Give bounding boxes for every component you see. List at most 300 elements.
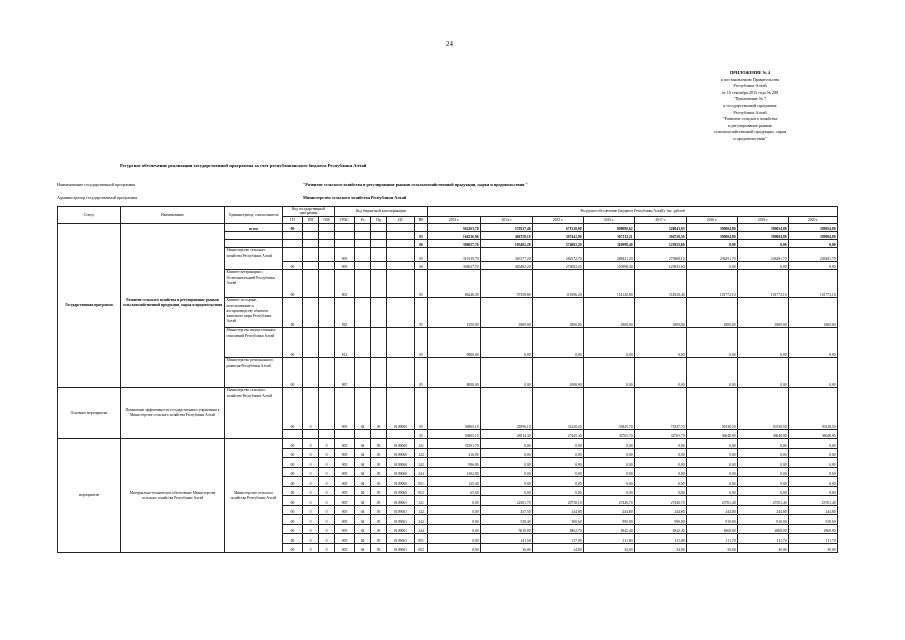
header-budget-code: Код бюджетной классификации bbox=[335, 207, 428, 217]
value-cell: 0,00 bbox=[584, 486, 635, 496]
code-cell: 905 bbox=[335, 515, 355, 525]
value-cell: 0,00 bbox=[789, 458, 838, 468]
value-cell: 0,00 bbox=[481, 439, 533, 449]
value-cell: 9000,00 bbox=[428, 328, 481, 358]
code-cell: 00 bbox=[283, 448, 303, 458]
code-cell: 0 bbox=[303, 505, 319, 515]
code-cell bbox=[319, 248, 335, 262]
code-cell bbox=[319, 232, 335, 240]
header-year: 2013 г. bbox=[428, 216, 481, 224]
value-cell: 910,00 bbox=[789, 515, 838, 525]
value-cell: 466758,10 bbox=[481, 232, 533, 240]
code-cell: 905 bbox=[335, 448, 355, 458]
header-cs: ЦС bbox=[387, 216, 415, 224]
header-pr: Пр bbox=[371, 216, 387, 224]
code-cell: 04 bbox=[355, 524, 371, 534]
value-cell: 1000,00 bbox=[533, 358, 584, 388]
value-cell: 50138,50 bbox=[738, 388, 789, 430]
value-cell: 399084,80 bbox=[738, 232, 789, 240]
code-cell: 905 bbox=[335, 248, 355, 262]
value-cell: 244,80 bbox=[584, 505, 635, 515]
code-cell: 04 bbox=[355, 515, 371, 525]
code-cell bbox=[355, 232, 371, 240]
status-cell: Основное мероприятие bbox=[58, 388, 121, 439]
value-cell: 363177,20 bbox=[481, 248, 533, 262]
value-cell: 910,00 bbox=[687, 515, 738, 525]
code-cell bbox=[371, 328, 387, 358]
code-cell: 0109060 bbox=[387, 467, 415, 477]
code-cell: 00 bbox=[283, 524, 303, 534]
value-cell: 110998,40 bbox=[584, 240, 635, 248]
code-cell bbox=[319, 262, 335, 270]
code-cell: 905 bbox=[335, 524, 355, 534]
code-cell: 825 bbox=[335, 298, 355, 328]
appendix-line: "Развитие сельского хозяйства bbox=[722, 116, 778, 122]
code-cell bbox=[371, 270, 387, 298]
value-cell: 0,00 bbox=[687, 477, 738, 487]
value-cell: 111,70 bbox=[738, 534, 789, 544]
header-om: ОМ bbox=[319, 216, 335, 224]
code-cell: 04 bbox=[355, 505, 371, 515]
value-cell: 30,00 bbox=[687, 543, 738, 553]
value-cell: 50138,50 bbox=[789, 388, 838, 430]
code-cell: 242 bbox=[415, 458, 428, 468]
code-cell: 121 bbox=[415, 496, 428, 506]
status-cell: мероприятие bbox=[58, 439, 121, 553]
header-year: 2017 г. bbox=[635, 216, 687, 224]
value-cell: 216,90 bbox=[428, 448, 481, 458]
appendix-line: Республики Алтай bbox=[733, 109, 767, 115]
value-cell: 4968,00 bbox=[789, 524, 838, 534]
value-cell: 27445,30 bbox=[533, 430, 584, 439]
value-cell: 0,00 bbox=[533, 439, 584, 449]
code-cell: 05 bbox=[371, 439, 387, 449]
value-cell: 56965,10 bbox=[428, 388, 481, 430]
code-cell: 0 bbox=[319, 458, 335, 468]
header-program-code: Код государственной программы bbox=[283, 207, 335, 217]
resource-table bbox=[57, 206, 838, 553]
value-cell: 28596,10 bbox=[481, 388, 533, 430]
code-cell: 851 bbox=[415, 534, 428, 544]
code-cell: 04 bbox=[355, 543, 371, 553]
value-cell: 990,00 bbox=[635, 515, 687, 525]
code-cell: 801 bbox=[335, 270, 355, 298]
code-cell: 04 bbox=[355, 388, 371, 430]
code-cell: 00 bbox=[283, 388, 303, 430]
value-cell: 0,00 bbox=[687, 262, 738, 270]
value-cell: 236281,70 bbox=[789, 248, 838, 262]
appendix-line: и продовольствия" bbox=[733, 135, 767, 141]
value-cell: 394728,50 bbox=[635, 232, 687, 240]
value-cell: 4968,00 bbox=[687, 524, 738, 534]
admin-cell: Министерство сельского хозяйства Республики Алтай bbox=[225, 388, 283, 439]
value-cell: 30,00 bbox=[738, 543, 789, 553]
value-cell: 0,00 bbox=[687, 328, 738, 358]
value-cell: 1800,00 bbox=[687, 298, 738, 328]
value-cell: 50138,50 bbox=[687, 388, 738, 430]
value-cell: 0,00 bbox=[428, 543, 481, 553]
code-cell: 0 bbox=[303, 448, 319, 458]
value-cell: 399054,80 bbox=[789, 224, 838, 232]
appendix-line: ПРИЛОЖЕНИЕ № 4 bbox=[730, 70, 770, 75]
value-cell: 275808,10 bbox=[635, 248, 687, 262]
appendix-line: Республики Алтай bbox=[733, 83, 767, 89]
code-cell bbox=[303, 262, 319, 270]
code-cell: 0 bbox=[319, 448, 335, 458]
status-cell: Государственная программа bbox=[58, 224, 121, 388]
value-cell: 0,00 bbox=[533, 486, 584, 496]
code-cell bbox=[371, 358, 387, 388]
code-cell bbox=[335, 224, 355, 232]
value-cell: 0,00 bbox=[687, 448, 738, 458]
code-cell: 0 bbox=[319, 543, 335, 553]
value-cell: 125,40 bbox=[428, 477, 481, 487]
code-cell: 00 bbox=[283, 534, 303, 544]
code-cell: 00 bbox=[283, 270, 303, 298]
value-cell: 27446,70 bbox=[584, 496, 635, 506]
code-cell: 05 bbox=[371, 543, 387, 553]
value-cell: 0,00 bbox=[687, 439, 738, 449]
code-cell bbox=[371, 232, 387, 240]
code-cell: 905 bbox=[335, 505, 355, 515]
code-cell: 05 bbox=[371, 448, 387, 458]
code-cell: 121 bbox=[415, 439, 428, 449]
value-cell: 4102,80 bbox=[428, 467, 481, 477]
name-cell: Развитие сельского хозяйства и регулирование рынков сельскохозяйственной продукции, сырья и продовольствия " bbox=[121, 224, 225, 388]
program-label: Наименование государственной программы bbox=[57, 182, 136, 187]
appendix-line: сельскохозяйственной продукции, сырья bbox=[713, 129, 787, 135]
appendix-line: от 10 сентября 2015 года № 288 bbox=[721, 89, 779, 95]
code-cell bbox=[371, 430, 387, 439]
value-cell: 910,00 bbox=[738, 515, 789, 525]
value-cell: 300,60 bbox=[533, 515, 584, 525]
code-cell: 905 bbox=[335, 496, 355, 506]
value-cell: 274082,20 bbox=[533, 262, 584, 270]
value-cell: 399084,80 bbox=[687, 224, 738, 232]
header-resources: Ресурсное обеспечение (бюджета Республики Алтай), тыс. рублей bbox=[428, 207, 838, 217]
header-name: Наименование bbox=[121, 207, 225, 224]
code-cell: 00 bbox=[283, 358, 303, 388]
value-cell: 0,00 bbox=[738, 486, 789, 496]
code-cell: 905 bbox=[335, 477, 355, 487]
value-cell: 0,00 bbox=[533, 328, 584, 358]
value-cell: 403482,20 bbox=[481, 262, 533, 270]
code-cell bbox=[371, 248, 387, 262]
value-cell: 0,00 bbox=[789, 448, 838, 458]
appendix-line: и регулирование рынков bbox=[728, 122, 772, 128]
code-cell bbox=[387, 358, 415, 388]
value-cell: 8000,00 bbox=[428, 358, 481, 388]
code-cell: 905 bbox=[335, 534, 355, 544]
code-cell: 851 bbox=[415, 477, 428, 487]
value-cell: 0,00 bbox=[584, 439, 635, 449]
value-cell: 28514,30 bbox=[481, 430, 533, 439]
page-number: 24 bbox=[446, 40, 453, 48]
code-cell: 0 bbox=[303, 543, 319, 553]
code-cell: 04 bbox=[355, 486, 371, 496]
code-cell bbox=[355, 270, 371, 298]
code-cell: 00 bbox=[283, 486, 303, 496]
code-cell: 00 bbox=[283, 298, 303, 328]
value-cell: 0,00 bbox=[481, 477, 533, 487]
value-cell: 23761,40 bbox=[789, 496, 838, 506]
value-cell: 0,00 bbox=[789, 358, 838, 388]
value-cell: 0,00 bbox=[635, 439, 687, 449]
value-cell: 0,00 bbox=[584, 358, 635, 388]
code-cell: 04 bbox=[355, 496, 371, 506]
code-cell bbox=[303, 270, 319, 298]
code-cell bbox=[387, 328, 415, 358]
vsego-label: всего bbox=[225, 224, 283, 232]
program-value: "Развитие сельского хозяйства и регулирование рынков сельскохозяйственной продукции, сырья и продовольствия " bbox=[303, 182, 528, 187]
code-cell: 0 bbox=[303, 496, 319, 506]
code-cell: 04 bbox=[355, 458, 371, 468]
code-cell: 905 bbox=[335, 543, 355, 553]
header-pp: ПП bbox=[303, 216, 319, 224]
value-cell: 23761,40 bbox=[738, 496, 789, 506]
code-cell bbox=[303, 248, 319, 262]
value-cell: 34,00 bbox=[635, 543, 687, 553]
admin-cell: Комитет по охране, использованию и воспроизводству объектов животного мира Республики Алтай bbox=[225, 298, 283, 328]
header-year: 2019 г. bbox=[738, 216, 789, 224]
code-cell: 0109000 bbox=[387, 388, 415, 430]
code-cell: 00 bbox=[283, 439, 303, 449]
code-cell: 05 bbox=[371, 505, 387, 515]
code-cell bbox=[355, 430, 371, 439]
code-cell: 05 bbox=[415, 328, 428, 358]
header-year: 2015 г. bbox=[533, 216, 584, 224]
code-cell bbox=[303, 298, 319, 328]
code-cell: 905 bbox=[335, 458, 355, 468]
header-year: 2020 г. bbox=[789, 216, 838, 224]
name-cell: Повышение эффективности государственного управления в Министерстве сельского хозяйства Республики Алтай bbox=[121, 388, 225, 439]
value-cell: 0,00 bbox=[481, 458, 533, 468]
code-cell: 05 bbox=[415, 248, 428, 262]
code-cell bbox=[303, 224, 319, 232]
code-cell: 04 bbox=[355, 448, 371, 458]
value-cell: 236251,70 bbox=[687, 248, 738, 262]
header-gp: ГП bbox=[283, 216, 303, 224]
value-cell: 35845,70 bbox=[584, 388, 635, 430]
value-cell: 1800,00 bbox=[533, 298, 584, 328]
header-year: 2014 г. bbox=[481, 216, 533, 224]
code-cell bbox=[371, 224, 387, 232]
value-cell: 0,00 bbox=[635, 477, 687, 487]
value-cell: 141,50 bbox=[481, 534, 533, 544]
code-cell: 00 bbox=[283, 224, 303, 232]
value-cell: 0,00 bbox=[635, 448, 687, 458]
admin-cell: Министерство регионального развития Республики Алтай bbox=[225, 358, 283, 388]
value-cell: 990,00 bbox=[584, 515, 635, 525]
header-vr: ВР bbox=[415, 216, 428, 224]
name-cell: Материально-техническое обеспечение Министерства сельского хозяйства Республики Алтай bbox=[121, 439, 225, 553]
code-cell: 905 bbox=[335, 486, 355, 496]
code-cell: 00 bbox=[283, 515, 303, 525]
value-cell: 397441,90 bbox=[533, 232, 584, 240]
appendix-line: к постановлению Правительства bbox=[720, 76, 780, 82]
value-cell: 0,00 bbox=[789, 262, 838, 270]
value-cell: 0,00 bbox=[584, 477, 635, 487]
code-cell: 0109061 bbox=[387, 505, 415, 515]
value-cell: 530,40 bbox=[481, 515, 533, 525]
value-cell: 0,00 bbox=[584, 467, 635, 477]
code-cell: 905 bbox=[335, 262, 355, 270]
code-cell bbox=[371, 262, 387, 270]
code-cell bbox=[355, 248, 371, 262]
code-cell bbox=[303, 358, 319, 388]
value-cell: 394027,70 bbox=[428, 262, 481, 270]
code-cell: 05 bbox=[371, 477, 387, 487]
value-cell: 34,00 bbox=[584, 543, 635, 553]
code-cell: 05 bbox=[371, 486, 387, 496]
code-cell: 852 bbox=[415, 543, 428, 553]
value-cell: 0,00 bbox=[584, 458, 635, 468]
code-cell: 05 bbox=[371, 458, 387, 468]
value-cell: 244,80 bbox=[687, 505, 738, 515]
value-cell: 0,00 bbox=[738, 467, 789, 477]
code-cell: 0 bbox=[303, 486, 319, 496]
code-cell bbox=[319, 358, 335, 388]
code-cell: 0109061 bbox=[387, 515, 415, 525]
value-cell: 0,00 bbox=[635, 328, 687, 358]
value-cell: 0,00 bbox=[635, 467, 687, 477]
code-cell: 00 bbox=[283, 467, 303, 477]
code-cell bbox=[303, 232, 319, 240]
value-cell: 4862,70 bbox=[533, 524, 584, 534]
header-admin: Администратор, соисполнитель bbox=[225, 207, 283, 224]
value-cell: 56965,10 bbox=[428, 430, 481, 439]
value-cell: 36,00 bbox=[481, 543, 533, 553]
code-cell bbox=[283, 430, 303, 439]
value-cell: 986,80 bbox=[428, 458, 481, 468]
value-cell: 114920,40 bbox=[635, 270, 687, 298]
code-cell: 905 bbox=[335, 439, 355, 449]
value-cell: 0,00 bbox=[533, 467, 584, 477]
code-cell bbox=[387, 298, 415, 328]
code-cell: 867 bbox=[335, 358, 355, 388]
value-cell: 32765,70 bbox=[635, 430, 687, 439]
value-cell: 397112,21 bbox=[584, 232, 635, 240]
code-cell: 06 bbox=[415, 262, 428, 270]
code-cell bbox=[319, 388, 335, 430]
value-cell: 1800,00 bbox=[789, 298, 838, 328]
value-cell: 0,00 bbox=[738, 358, 789, 388]
value-cell: 36048,90 bbox=[789, 430, 838, 439]
code-cell: 05 bbox=[415, 298, 428, 328]
code-cell bbox=[387, 240, 415, 248]
code-cell: 122 bbox=[415, 505, 428, 515]
value-cell: 114120,80 bbox=[584, 270, 635, 298]
code-cell: 0109060 bbox=[387, 458, 415, 468]
value-cell: 0,00 bbox=[428, 496, 481, 506]
value-cell: 288421,20 bbox=[584, 248, 635, 262]
value-cell: 101773,10 bbox=[738, 270, 789, 298]
code-cell: 05 bbox=[371, 524, 387, 534]
code-cell: 242 bbox=[415, 515, 428, 525]
code-cell bbox=[371, 298, 387, 328]
code-cell bbox=[387, 270, 415, 298]
value-cell: 103482,20 bbox=[481, 240, 533, 248]
value-cell: 0,00 bbox=[481, 328, 533, 358]
value-cell: 399084,80 bbox=[687, 232, 738, 240]
code-cell: 905 bbox=[335, 467, 355, 477]
code-cell: 0109060 bbox=[387, 439, 415, 449]
admin-cell bbox=[225, 232, 283, 240]
code-cell bbox=[319, 224, 335, 232]
admin-cell: Комитет ветеринарии с Госветинспекцией Республики Алтай bbox=[225, 270, 283, 298]
value-cell: 1550,00 bbox=[428, 298, 481, 328]
value-cell: 123925,60 bbox=[635, 262, 687, 270]
appendix-line: "Приложение № 7 bbox=[733, 96, 767, 102]
code-cell: 05 bbox=[371, 467, 387, 477]
code-cell: 05 bbox=[371, 496, 387, 506]
value-cell: 1800,00 bbox=[584, 298, 635, 328]
code-cell bbox=[387, 224, 415, 232]
code-cell bbox=[387, 248, 415, 262]
code-cell bbox=[319, 270, 335, 298]
value-cell: 437,50 bbox=[481, 505, 533, 515]
header-year: 2018 г. bbox=[687, 216, 738, 224]
value-cell: 4942,40 bbox=[584, 524, 635, 534]
code-cell: 0 bbox=[319, 439, 335, 449]
code-cell bbox=[319, 430, 335, 439]
value-cell: 0,00 bbox=[687, 458, 738, 468]
code-cell: 0 bbox=[319, 477, 335, 487]
code-cell: 905 bbox=[335, 388, 355, 430]
value-cell: 111,70 bbox=[789, 534, 838, 544]
value-cell: 14,00 bbox=[533, 543, 584, 553]
value-cell: 0,00 bbox=[789, 467, 838, 477]
value-cell: 1800,00 bbox=[635, 298, 687, 328]
code-cell bbox=[303, 328, 319, 358]
value-cell: 0,00 bbox=[687, 240, 738, 248]
value-cell: 101772,10 bbox=[687, 270, 738, 298]
code-cell: 0109061 bbox=[387, 534, 415, 544]
code-cell: 0 bbox=[319, 505, 335, 515]
value-cell: 0,00 bbox=[687, 467, 738, 477]
value-cell: 0,00 bbox=[584, 448, 635, 458]
value-cell: 111696,20 bbox=[533, 270, 584, 298]
code-cell: 05 bbox=[371, 534, 387, 544]
value-cell: 32765,70 bbox=[584, 430, 635, 439]
code-cell: 00 bbox=[283, 496, 303, 506]
value-cell: 274082,20 bbox=[533, 240, 584, 248]
document-title: Ресурсное обеспечение реализации государственной программы за счет республиканского бюджета Республики Алтай bbox=[120, 163, 367, 168]
value-cell: 0,00 bbox=[584, 328, 635, 358]
code-cell bbox=[335, 430, 355, 439]
value-cell: 20718,10 bbox=[533, 496, 584, 506]
value-cell: 0,00 bbox=[635, 358, 687, 388]
value-cell: 0,00 bbox=[738, 328, 789, 358]
value-cell: 0,00 bbox=[789, 486, 838, 496]
code-cell: 00 bbox=[283, 458, 303, 468]
code-cell: 05 bbox=[371, 515, 387, 525]
value-cell: 808080,62 bbox=[584, 224, 635, 232]
value-cell: 0,00 bbox=[481, 358, 533, 388]
code-cell bbox=[355, 358, 371, 388]
value-cell: 396027,70 bbox=[428, 240, 481, 248]
code-cell: 244 bbox=[415, 467, 428, 477]
value-cell: 671528,00 bbox=[533, 224, 584, 232]
value-cell: 4942,40 bbox=[635, 524, 687, 534]
value-cell: 0,00 bbox=[738, 477, 789, 487]
value-cell: 117,90 bbox=[533, 534, 584, 544]
code-cell: 00 bbox=[283, 477, 303, 487]
value-cell: 0,00 bbox=[533, 458, 584, 468]
value-cell: 65,60 bbox=[428, 486, 481, 496]
code-cell bbox=[387, 232, 415, 240]
code-cell: 0 bbox=[303, 439, 319, 449]
